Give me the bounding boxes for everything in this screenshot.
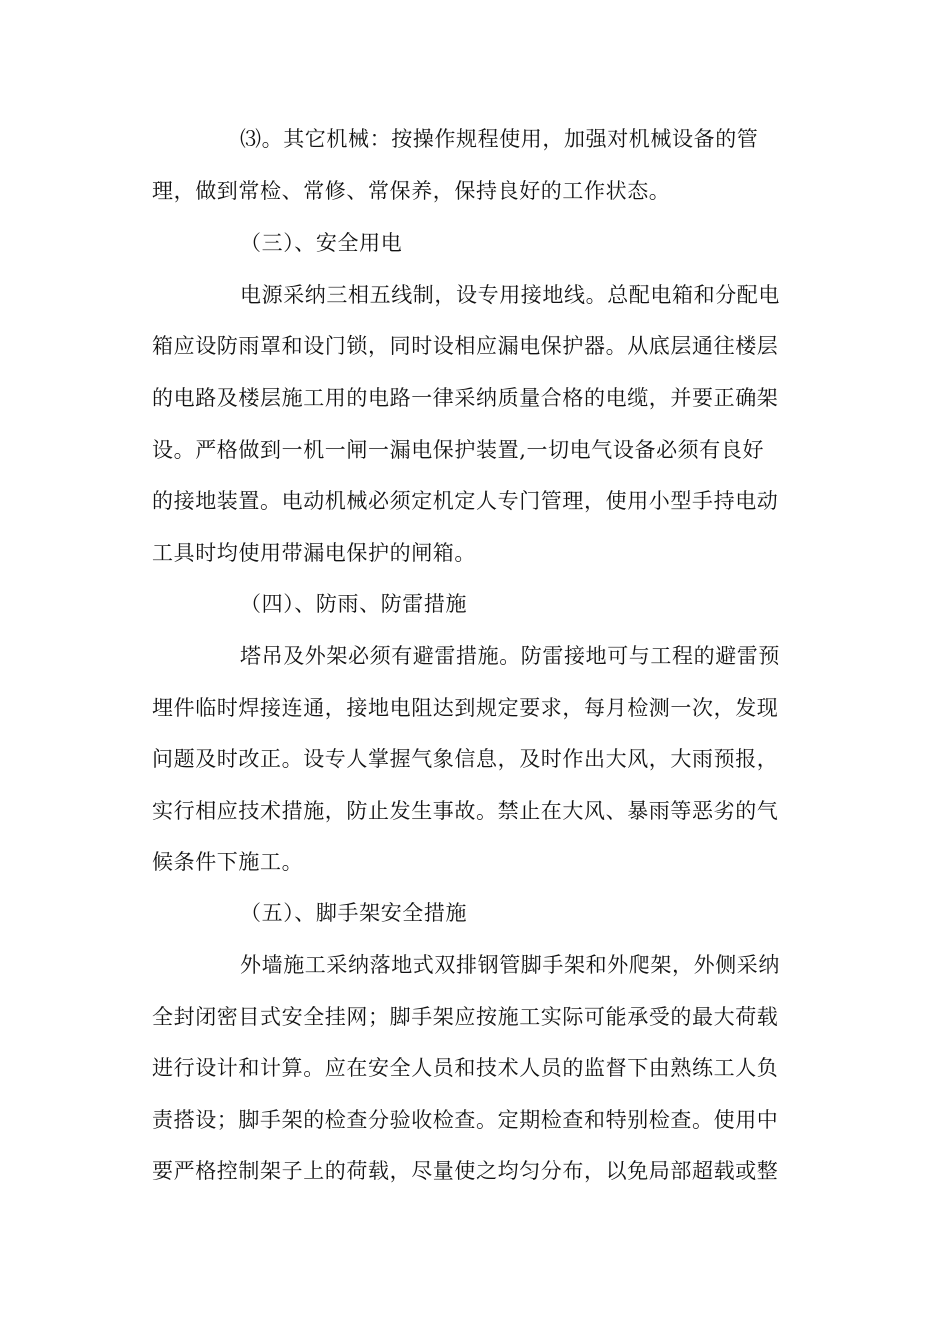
text-line: 问题及时改正。设专人掌握气象信息，及时作出大风，大雨预报， — [152, 747, 779, 771]
text-line: 进行设计和计算。应在安全人员和技术人员的监督下由熟练工人负 — [152, 1056, 779, 1080]
text-line: 工具时均使用带漏电保护的闸箱。 — [152, 541, 476, 565]
text-line: 的接地装置。电动机械必须定机定人专门管理，使用小型手持电动 — [152, 489, 779, 513]
text-line: 电源采纳三相五线制，设专用接地线。总配电箱和分配电 — [240, 283, 780, 307]
section-heading: （四）、防雨、防雷措施 — [240, 592, 468, 616]
text-line: 设。严格做到一机一闸一漏电保护装置,一切电气设备必须有良好 — [152, 438, 765, 462]
section-heading: （五）、脚手架安全措施 — [240, 901, 468, 925]
text-line: 外墙施工采纳落地式双排钢管脚手架和外爬架，外侧采纳 — [240, 953, 780, 977]
text-line: 理，做到常检、常修、常保养，保持良好的工作状态。 — [152, 179, 671, 203]
text-line: 要严格控制架子上的荷载，尽量使之均匀分布，以免局部超载或整 — [152, 1159, 779, 1183]
text-line: 箱应设防雨罩和设门锁，同时设相应漏电保护器。从底层通往楼层 — [152, 334, 779, 358]
text-line: 埋件临时焊接连通，接地电阻达到规定要求，每月检测一次，发现 — [152, 696, 779, 720]
text-line: ⑶。其它机械：按操作规程使用，加强对机械设备的管 — [240, 127, 759, 151]
section-heading: （三）、安全用电 — [240, 231, 403, 255]
text-line: 的电路及楼层施工用的电路一律采纳质量合格的电缆，并要正确架 — [152, 386, 779, 410]
text-line: 实行相应技术措施，防止发生事故。禁止在大风、暴雨等恶劣的气 — [152, 799, 779, 823]
text-line: 全封闭密目式安全挂网；脚手架应按施工实际可能承受的最大荷载 — [152, 1005, 779, 1029]
text-line: 责搭设；脚手架的检查分验收检查。定期检查和特别检查。使用中 — [152, 1108, 779, 1132]
text-line: 塔吊及外架必须有避雷措施。防雷接地可与工程的避雷预 — [240, 644, 780, 668]
text-line: 候条件下施工。 — [152, 850, 304, 874]
